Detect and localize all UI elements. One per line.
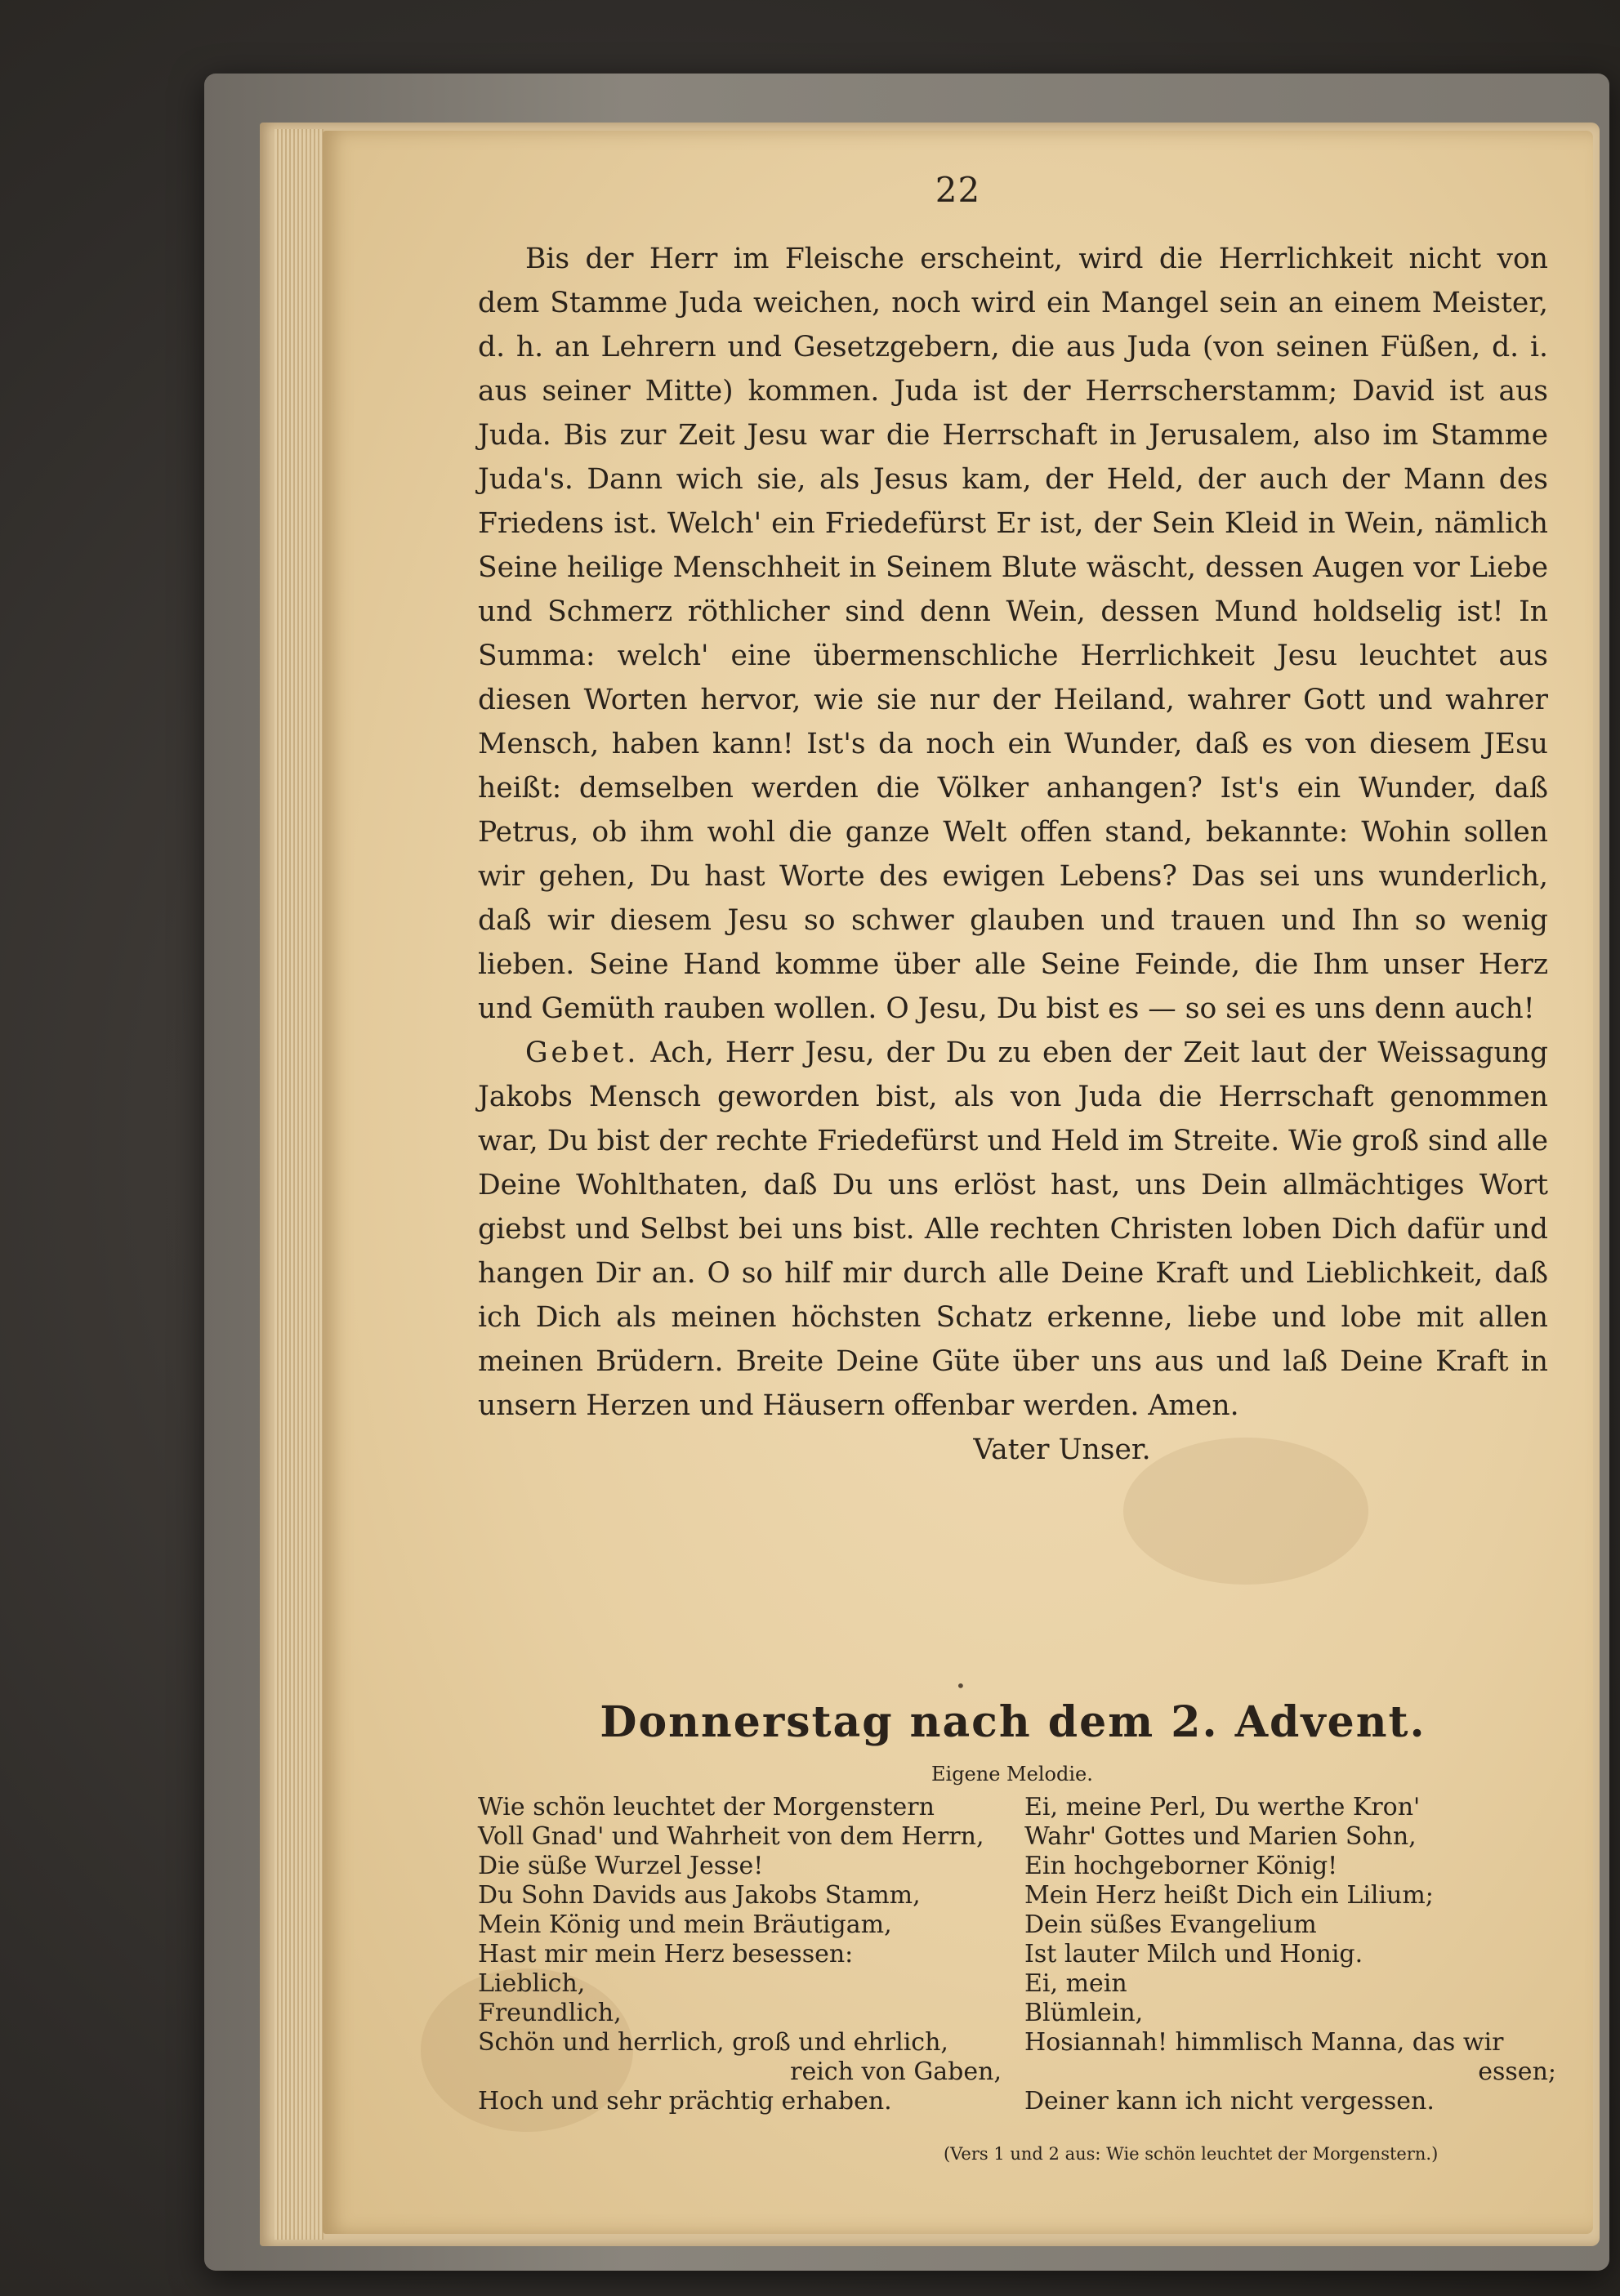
section-title: Donnerstag nach dem 2. Advent. [600,1697,1426,1747]
hymn-line: Ei, mein [1024,1969,1127,1998]
hymn-line: Ein hochgeborner König! [1024,1852,1338,1880]
hymn-line: Dein süßes Evangelium [1024,1910,1317,1939]
hymn-line: Du Sohn Davids aus Jakobs Stamm, [478,1881,921,1910]
hymn-line: Schön und herrlich, groß und ehrlich, [478,2028,948,2057]
hymn-line: Die süße Wurzel Jesse! [478,1852,764,1880]
hymn-line: Hast mir mein Herz besessen: [478,1940,854,1968]
prayer-paragraph [478,1031,1548,1428]
hymn-line: Hosiannah! himmlisch Manna, das wir [1024,2028,1504,2057]
hymn-verse-1 [478,1793,1024,2116]
hymn-line: reich von Gaben, [790,2057,1002,2086]
hymn-line: Ist lauter Milch und Honig. [1024,1940,1363,1968]
page-number: 22 [935,170,981,210]
body-text [478,237,1548,1472]
hymn-line: Mein König und mein Bräutigam, [478,1910,892,1939]
hymn-line: essen; [1478,2057,1556,2086]
hymn-line: Freundlich, [478,1999,622,2027]
book-page [323,131,1593,2234]
hymn-line: Lieblich, [478,1969,586,1998]
source-note: (Vers 1 und 2 aus: Wie schön leuchtet der Morgenstern.) [944,2144,1439,2164]
prayer-label: Gebet. [525,1037,640,1069]
prayer-text: Ach, Herr Jesu, der Du zu eben der Zeit laut der Weissagung Jakobs Mensch geworden bist, als von Juda die Herrschaft genommen war, Du bist der rechte Friedefürst und Held im Streite. Wie groß sind alle Deine Wohlthaten, daß Du uns erlöst hast, uns Dein allmächtiges Wort giebst und Selbst bei uns bist. Alle rechten Christen loben Dich dafür und hangen Dir an. O so hilf mir durch alle Deine Kraft und Lieblichkeit, daß ich Dich als meinen höchsten Schatz erkenne, liebe und lobe mit allen meinen Brüdern. Breite Deine Güte über uns aus und laß Deine Kraft in unsern Herzen und Häusern offenbar werden. Amen. [478,1037,1549,1422]
hymn-verse-2 [1024,1793,1556,2116]
hymn-line: Mein Herz heißt Dich ein Lilium; [1024,1881,1434,1910]
hymn-line: Hoch und sehr prächtig erhaben. [478,2087,892,2115]
hymn-line: Ei, meine Perl, Du werthe Kron' [1024,1793,1421,1821]
hymn-line: Wie schön leuchtet der Morgenstern [478,1793,935,1821]
hymn-verses [478,1793,1556,2116]
closing-line: Vater Unser. [973,1433,1151,1466]
hymn-line: Voll Gnad' und Wahrheit von dem Herrn, [478,1822,984,1851]
hymn-line: Deiner kann ich nicht vergessen. [1024,2087,1435,2115]
dot-ornament: • [956,1676,966,1696]
paragraph: Bis der Herr im Fleische erscheint, wird die Herrlichkeit nicht von dem Stamme Juda weichen, noch wird ein Mangel sein an einem Meister, d. h. an Lehrern und Gesetzgebern, die aus Juda (von seinen Füßen, d. i. aus seiner Mitte) kommen. Juda ist der Herrscherstamm; David ist aus Juda. Bis zur Zeit Jesu war die Herrschaft in Jerusalem, also im Stamme Juda's. Dann wich sie, als Jesus kam, der Held, der auch der Mann des Friedens ist. Welch' ein Friedefürst Er ist, der Sein Kleid in Wein, nämlich Seine heilige Menschheit in Seinem Blute wäscht, dessen Augen vor Liebe und Schmerz röthlicher sind denn Wein, dessen Mund holdselig ist! In Summa: welch' eine übermenschliche Herrlichkeit Jesu leuchtet aus diesen Worten hervor, wie sie nur der Heiland, wahrer Gott und wahrer Mensch, haben kann! Ist's da noch ein Wunder, daß es von diesem JEsu heißt: demselben werden die Völker anhangen? Ist's ein Wunder, daß Petrus, ob ihm wohl die ganze Welt offen stand, bekannte: Wohin sollen wir gehen, Du hast Worte des ewigen Lebens? Das sei uns wunderlich, daß wir diesem Jesu so schwer glauben und trauen und Ihn so wenig lieben. Seine Hand komme über alle Seine Feinde, die Ihm unser Herz und Gemüth rauben wollen. O Jesu, Du bist es — so sei es uns denn auch! [478,243,1548,1025]
hymn-line: Blümlein, [1024,1999,1144,2027]
melody-note: Eigene Melodie. [931,1763,1093,1786]
hymn-line: Wahr' Gottes und Marien Sohn, [1024,1822,1417,1851]
